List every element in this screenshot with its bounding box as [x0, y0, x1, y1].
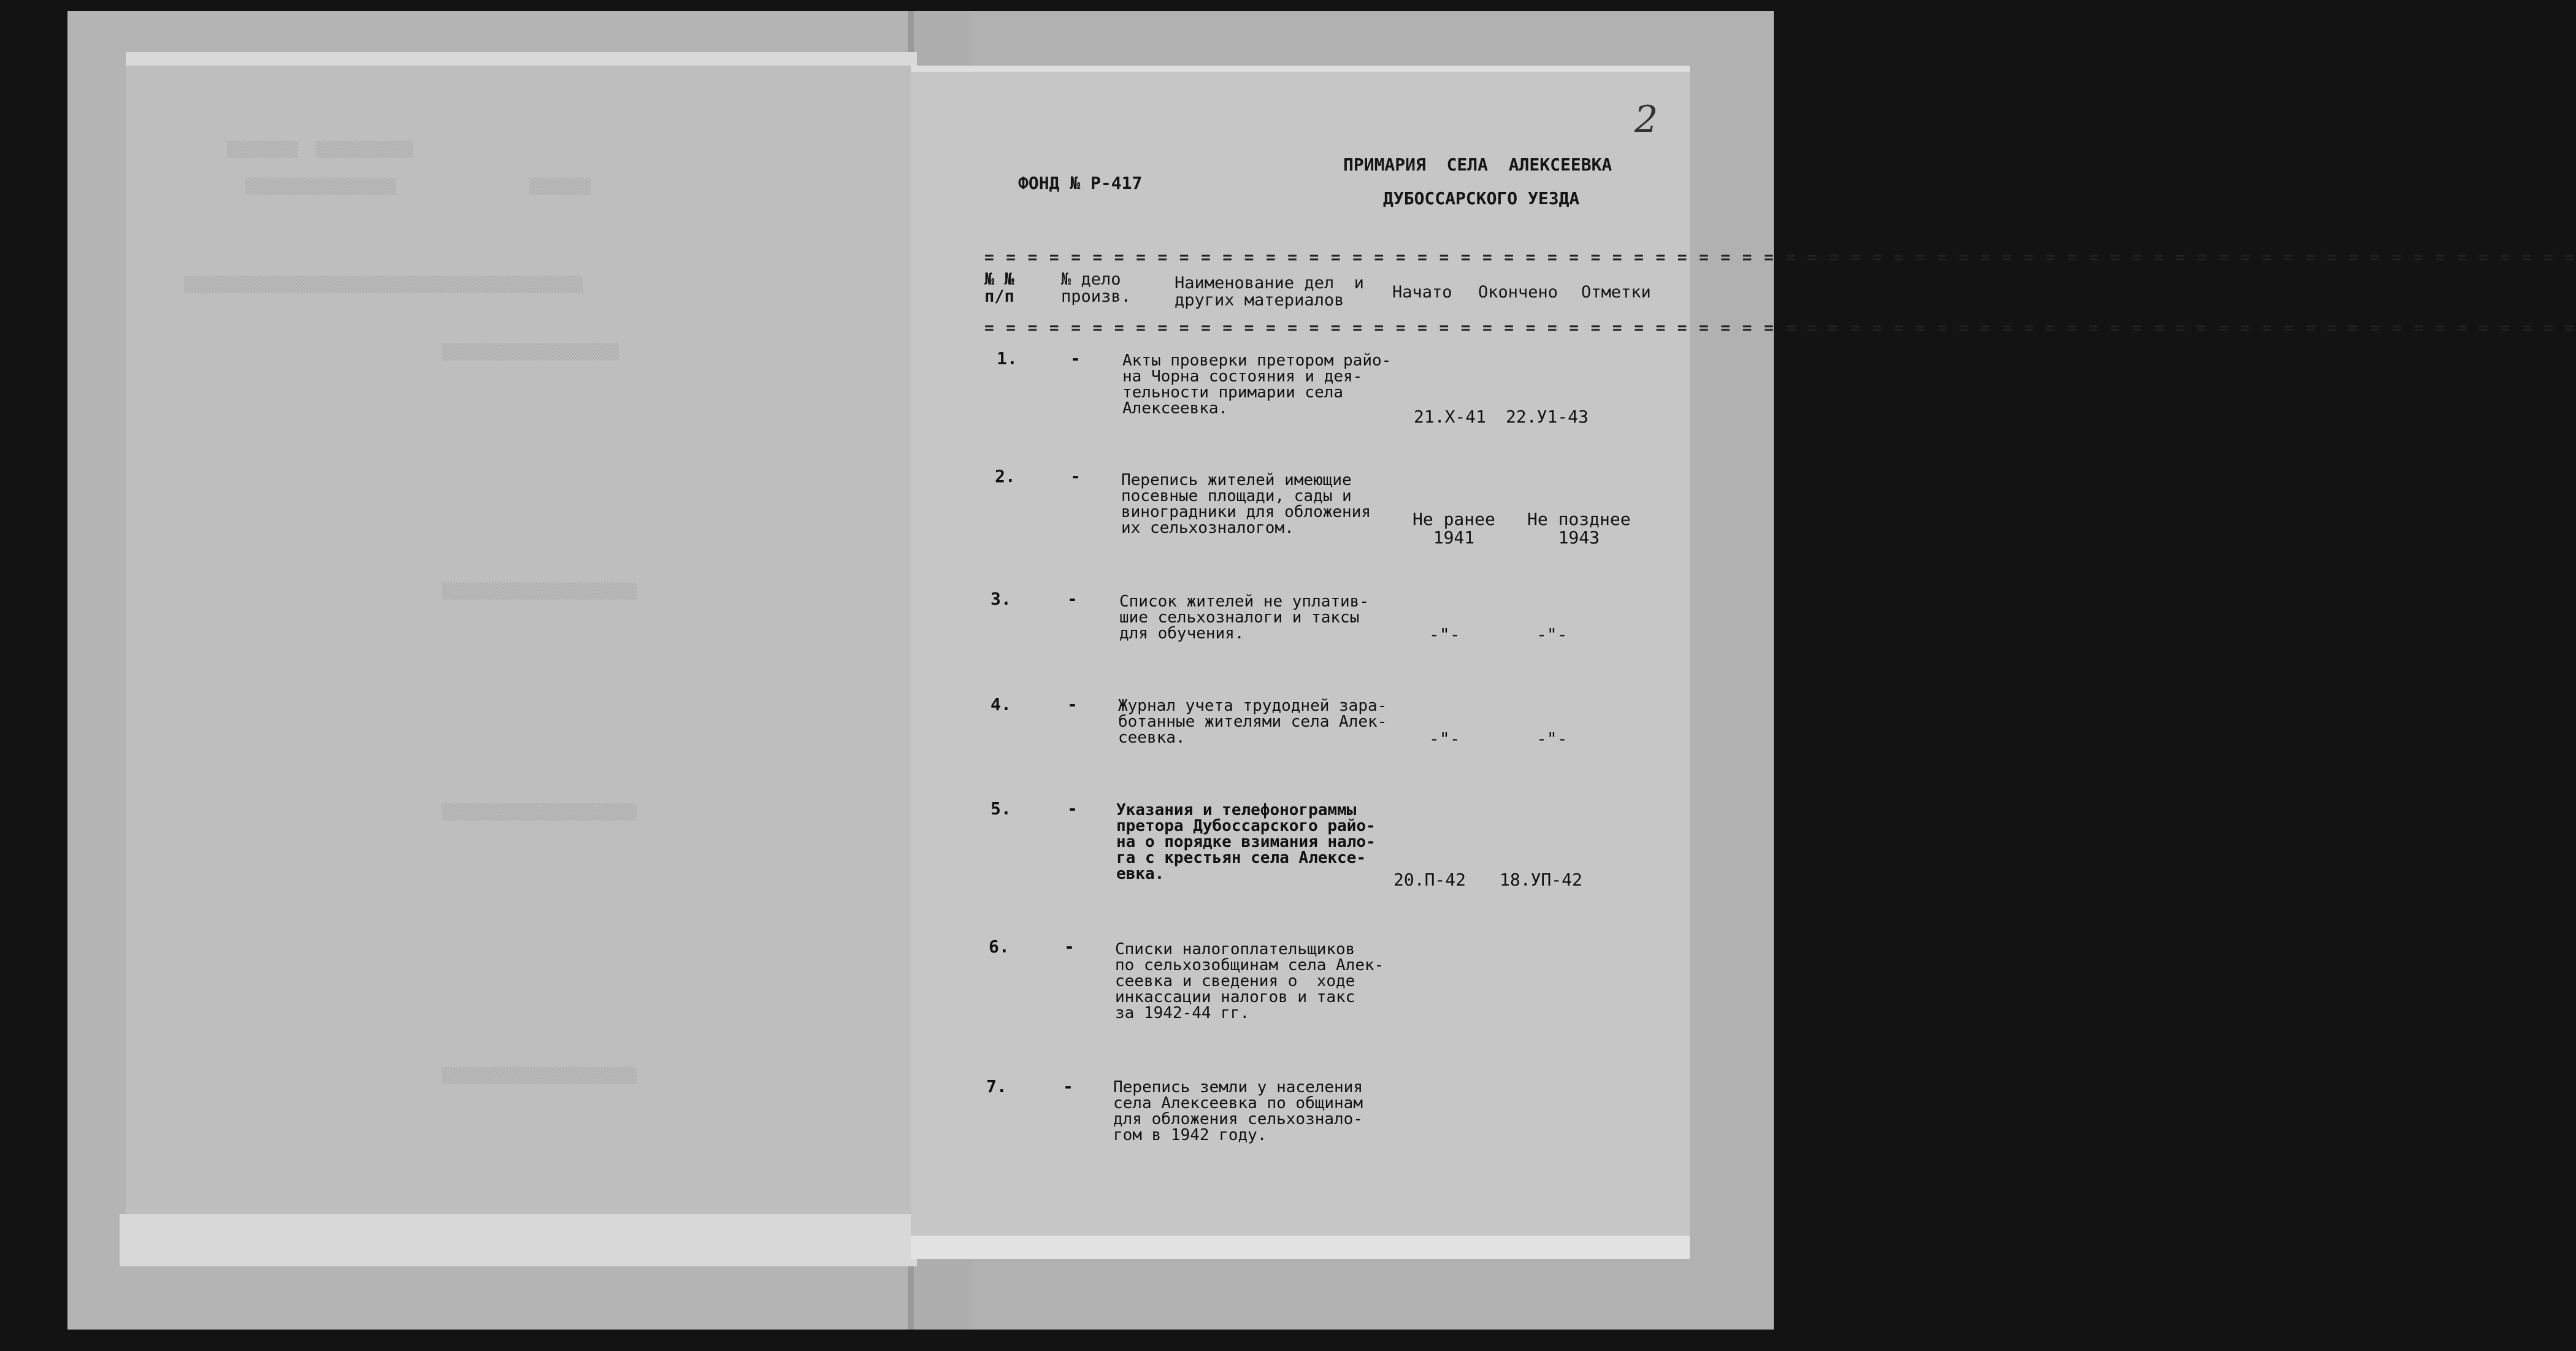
row-number: 1.: [997, 348, 1018, 369]
row-number: 7.: [986, 1076, 1007, 1096]
row-case: -: [1070, 466, 1081, 486]
table-top-rule: = = = = = = = = = = = = = = = = = = = = = = = = = = = = = = = = = = = = = = = = = = = = = = = = = = = = = = = = = = = = = = = = = = = = = = = = = =: [984, 248, 2576, 267]
bleed-through-text: ▒▒▒▒▒▒▒▒▒▒▒▒▒▒▒▒▒▒▒▒▒▒: [442, 583, 637, 600]
row-number: 2.: [995, 466, 1016, 486]
bleed-through-text: ▒▒▒▒▒▒▒▒▒▒▒▒▒▒▒▒▒▒▒▒: [442, 343, 619, 361]
row-description: Журнал учета трудодней зара- ботанные жителями села Алек- сеевка.: [1118, 697, 1387, 747]
row-description: Перепись земли у населения села Алексеевка по общинам для обложения сельхознало- гом в 1942 году.: [1113, 1078, 1363, 1144]
row-end-date: -"-: [1536, 624, 1568, 645]
row-end-date: -"-: [1536, 729, 1568, 749]
bleed-through-text: ▒▒▒▒▒▒▒▒▒▒▒▒▒▒▒▒▒▒▒▒▒▒: [442, 1067, 637, 1084]
column-header-notes: Отметки: [1581, 283, 1651, 302]
row-start-date: 20.П-42: [1393, 870, 1466, 890]
row-start-date: -"-: [1429, 729, 1460, 749]
column-header-case: № дело произв.: [1061, 270, 1131, 306]
row-description: Указания и телефонограммы претора Дубоссарского райо- на о порядке взимания нало- га с крестьян села Алексе- евка.: [1116, 801, 1376, 883]
column-header-num: № № п/п: [984, 270, 1014, 306]
row-description: Акты проверки претором райо- на Чорна состояния и дея- тельности примарии села Алексеевка.: [1122, 351, 1392, 418]
table-header-rule: = = = = = = = = = = = = = = = = = = = = = = = = = = = = = = = = = = = = = = = = = = = = = = = = = = = = = = = = = = = = = = = = = = = = = = = = = =: [984, 319, 2576, 337]
row-case: -: [1067, 798, 1078, 819]
district-name: ДУБОССАРСКОГО УЕЗДА: [1383, 188, 1580, 209]
row-number: 5.: [991, 798, 1011, 819]
row-case: -: [1067, 589, 1078, 609]
row-start-date: Не ранее 1941: [1413, 509, 1495, 548]
left-page-sheet: [126, 52, 917, 1266]
bleed-through-text: ▒▒▒▒▒▒▒▒ ▒▒▒▒▒▒▒▒▒▒▒: [227, 141, 413, 158]
row-number: 6.: [989, 936, 1010, 957]
row-case: -: [1064, 936, 1075, 957]
row-description: Перепись жителей имеющие посевные площади, сады и виноградники для обложения их сельхозналогом.: [1121, 471, 1371, 537]
column-header-name: Наименование дел и других материалов: [1175, 274, 1364, 310]
row-case: -: [1067, 694, 1078, 714]
row-description: Списки налогоплательщиков по сельхозобщинам села Алек- сеевка и сведения о ходе инкассации налогов и такс за 1942-44 гг.: [1115, 940, 1384, 1022]
row-number: 4.: [991, 694, 1011, 714]
handwritten-page-number: 2: [1635, 98, 1658, 141]
bleed-through-text: ▒▒▒▒▒▒▒▒▒▒▒▒▒▒▒▒▒ ▒▒▒▒▒▒▒: [245, 178, 591, 195]
row-end-date: 18.УП-42: [1500, 870, 1582, 890]
row-end-date: Не позднее 1943: [1527, 509, 1631, 548]
bleed-through-text: ▒▒▒▒▒▒▒▒▒▒▒▒▒▒▒▒▒▒▒▒▒▒▒▒▒▒▒▒▒▒▒▒▒▒▒▒▒▒▒▒▒▒▒▒▒: [184, 276, 583, 293]
fond-number: ФОНД № Р-417: [1018, 173, 1143, 193]
row-number: 3.: [991, 589, 1011, 609]
bleed-through-text: ▒▒▒▒▒▒▒▒▒▒▒▒▒▒▒▒▒▒▒▒▒▒: [442, 803, 637, 821]
institution-name: ПРИМАРИЯ СЕЛА АЛЕКСЕЕВКА: [1343, 155, 1612, 175]
row-start-date: 21.Х-41: [1414, 407, 1487, 427]
column-header-end: Окончено: [1478, 283, 1558, 302]
row-start-date: -"-: [1429, 624, 1460, 645]
row-case: -: [1070, 348, 1081, 369]
row-case: -: [1063, 1076, 1073, 1096]
row-description: Список жителей не уплатив- шие сельхозналоги и таксы для обучения.: [1119, 592, 1369, 643]
left-page-bottom-strip: [120, 1214, 917, 1266]
column-header-start: Начато: [1392, 283, 1452, 302]
row-end-date: 22.У1-43: [1506, 407, 1589, 427]
